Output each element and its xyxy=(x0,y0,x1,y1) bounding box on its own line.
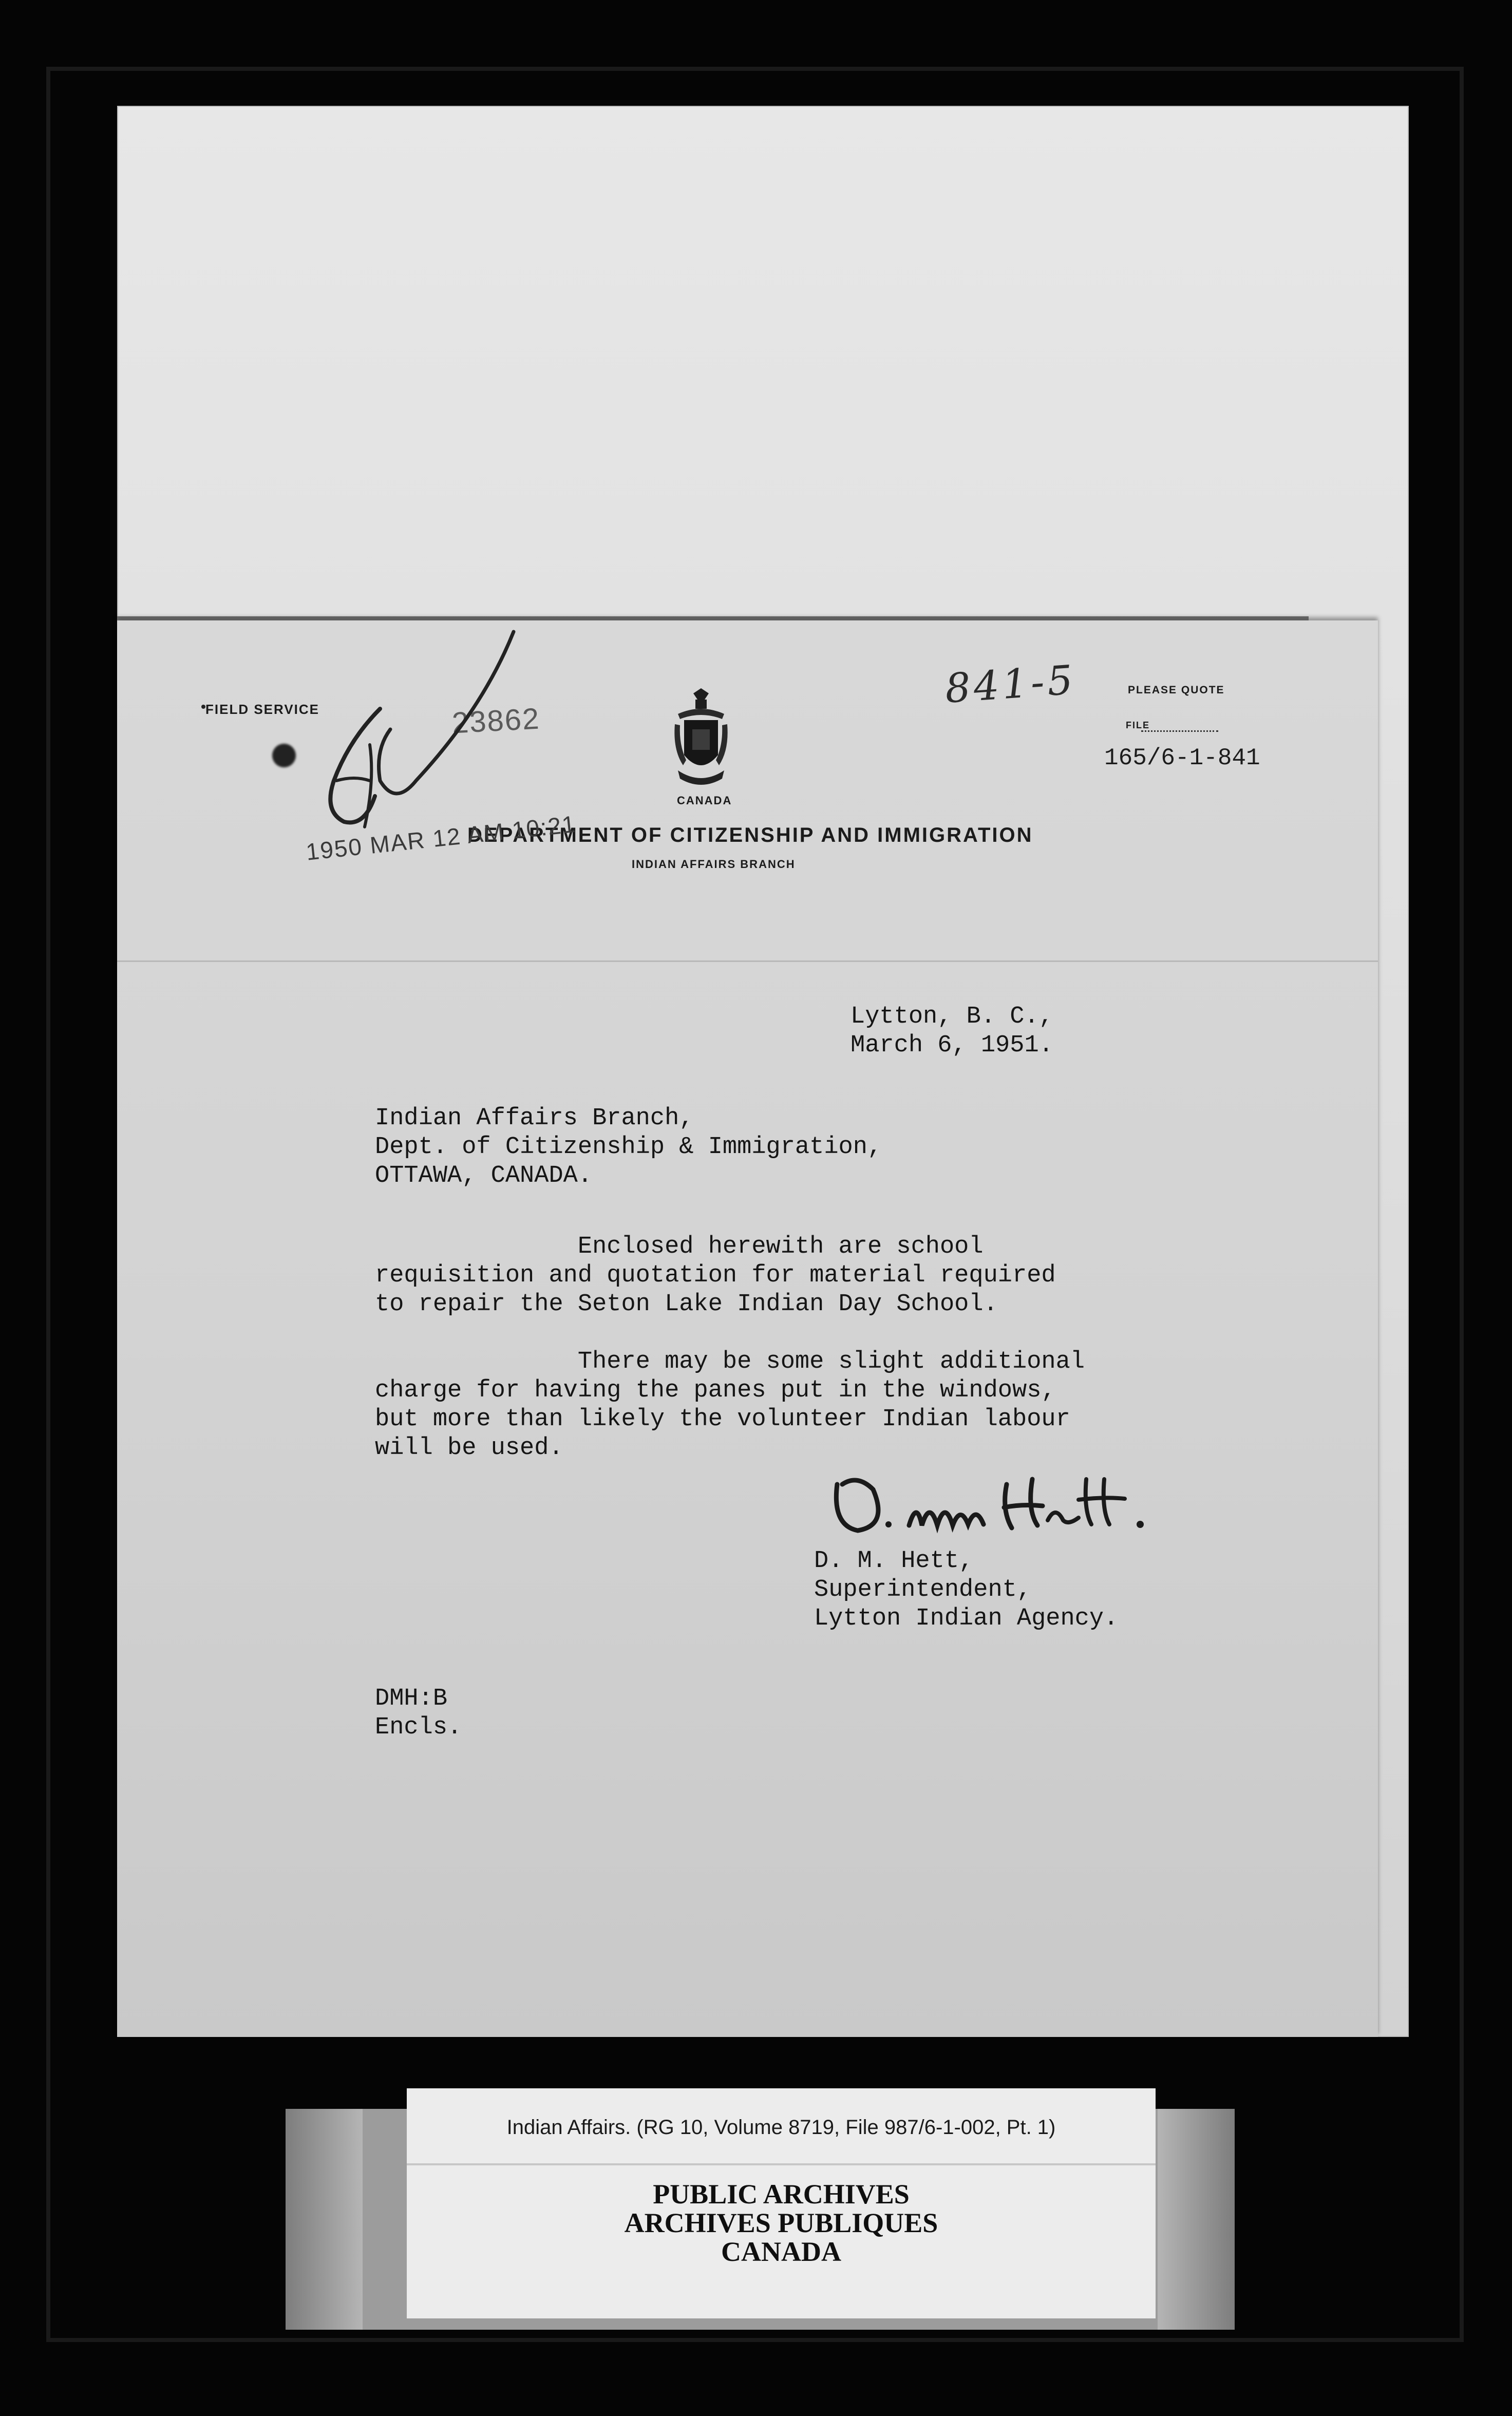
archive-label-clip-right xyxy=(1158,2109,1235,2330)
archive-name-french: ARCHIVES PUBLIQUES xyxy=(624,2207,938,2238)
country-label: CANADA xyxy=(677,794,732,807)
dateline: Lytton, B. C., March 6, 1951. xyxy=(850,1003,1053,1059)
received-date-stamp: 1950 MAR 12 AM 10:21 xyxy=(305,810,578,865)
archive-label-clip-left xyxy=(286,2109,363,2330)
department-title: DEPARTMENT OF CITIZENSHIP AND IMMIGRATION xyxy=(467,824,1033,846)
signature-block: D. M. Hett, Superintendent, Lytton Indian Agency. xyxy=(814,1547,1119,1632)
archive-citation: Indian Affairs. (RG 10, Volume 8719, File 987/6-1-002, Pt. 1) xyxy=(506,2116,1056,2139)
archive-name-english: PUBLIC ARCHIVES xyxy=(653,2179,910,2210)
archive-label-divider xyxy=(407,2163,1156,2165)
fold-line xyxy=(117,960,1378,962)
handwritten-signature xyxy=(827,1464,1156,1546)
handwritten-reference: 841-5 xyxy=(943,657,1078,712)
coat-of-arms-icon xyxy=(673,688,729,791)
please-quote-label: PLEASE QUOTE xyxy=(1128,684,1225,696)
field-service-label: FIELD SERVICE xyxy=(205,702,320,717)
archive-country: CANADA xyxy=(721,2236,841,2267)
bullet-icon xyxy=(201,705,205,709)
file-label: FILE xyxy=(1126,720,1150,730)
stamp-number: 23862 xyxy=(451,702,541,740)
handwritten-initial-mark xyxy=(288,627,534,894)
file-number: 165/6-1-841 xyxy=(1104,745,1260,771)
letter-body: Enclosed herewith are school requisition and quotation for material required to repair the Seton Lake Indian Day School. There may be some slight additional charge for having the panes put in the windows, but more than likely the volunteer Indian labour will be used. xyxy=(375,1233,1085,1462)
reference-initials: DMH:B Encls. xyxy=(375,1685,462,1741)
file-dotted-line xyxy=(1141,722,1218,732)
branch-label: INDIAN AFFAIRS BRANCH xyxy=(632,858,796,871)
inside-address: Indian Affairs Branch, Dept. of Citizenship & Immigration, OTTAWA, CANADA. xyxy=(375,1105,882,1190)
